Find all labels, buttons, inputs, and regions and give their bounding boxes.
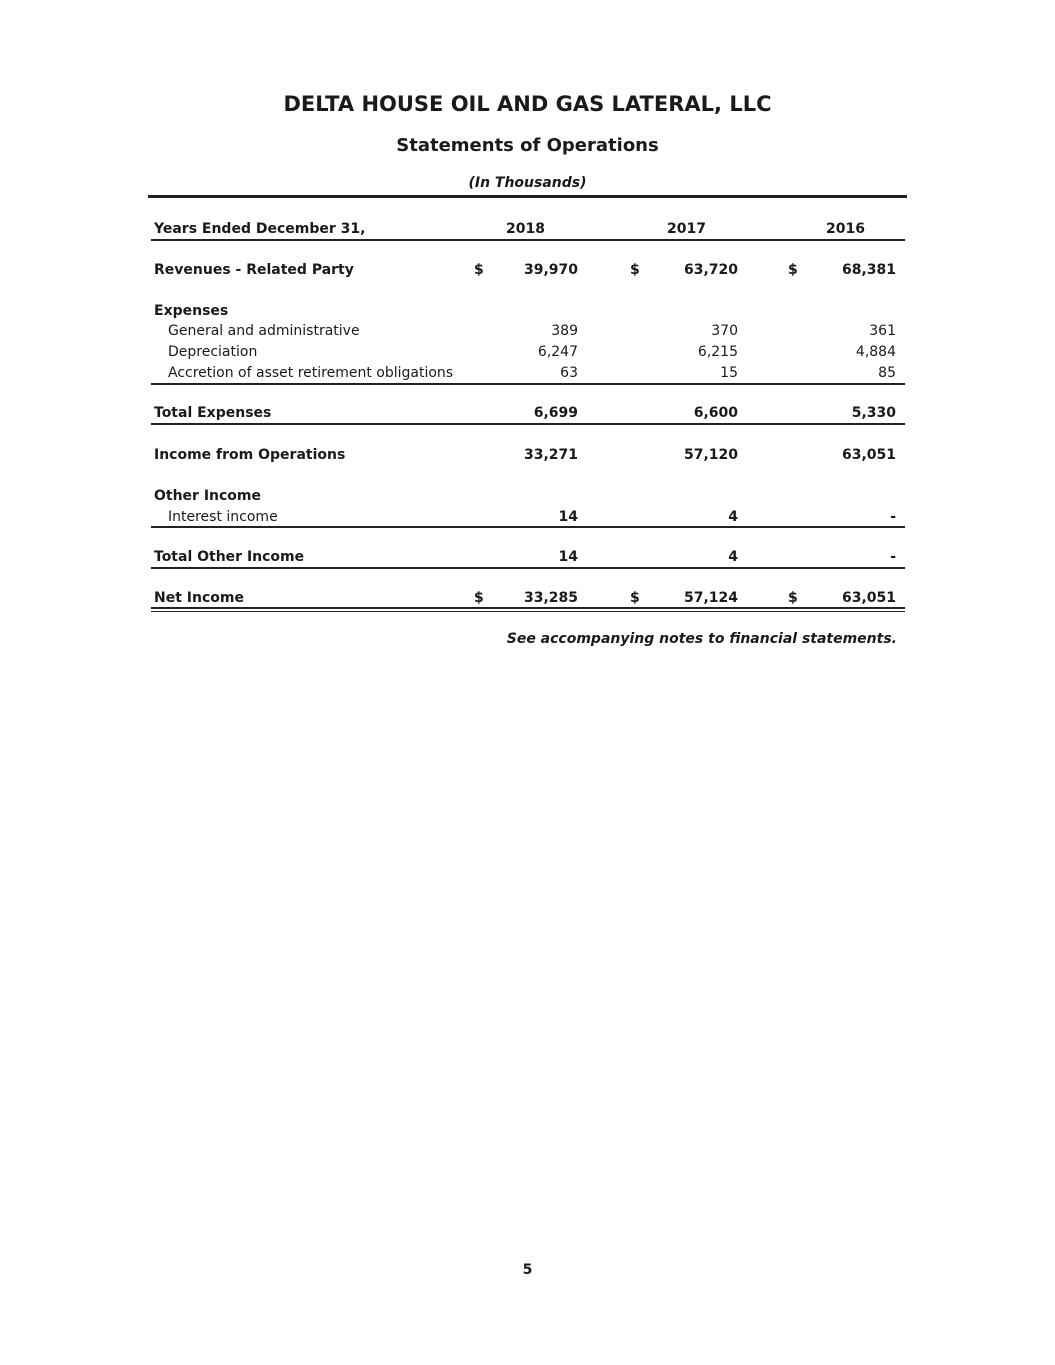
revenues-2018: 39,970 xyxy=(523,262,578,278)
total-other-income-2017: 4 xyxy=(728,549,738,565)
expenses-subtotal-rule xyxy=(151,383,905,385)
year-2018-header: 2018 xyxy=(506,221,545,237)
total-other-income-2016: - xyxy=(890,549,896,565)
income-operations-2018: 33,271 xyxy=(523,447,578,463)
accretion-label: Accretion of asset retirement obligations xyxy=(168,365,454,381)
depreciation-2017: 6,215 xyxy=(697,344,738,360)
currency-symbol: $ xyxy=(788,590,798,606)
depreciation-2016: 4,884 xyxy=(855,344,896,360)
revenues-2016: 68,381 xyxy=(841,262,896,278)
total-expenses-2016: 5,330 xyxy=(851,405,896,421)
top-rule xyxy=(148,195,907,198)
depreciation-2018: 6,247 xyxy=(537,344,578,360)
general-admin-2017: 370 xyxy=(711,323,738,339)
depreciation-label: Depreciation xyxy=(168,344,258,360)
total-other-income-label: Total Other Income xyxy=(154,549,305,565)
other-income-label: Other Income xyxy=(154,488,262,504)
income-operations-2017: 57,120 xyxy=(683,447,738,463)
accretion-2018: 63 xyxy=(560,365,578,381)
interest-income-2017: 4 xyxy=(728,509,738,525)
net-income-2018: 33,285 xyxy=(523,590,578,606)
total-expenses-2018: 6,699 xyxy=(533,405,578,421)
interest-income-2016: - xyxy=(890,509,896,525)
period-label: Years Ended December 31, xyxy=(154,221,366,237)
statement-title: Statements of Operations xyxy=(396,135,659,156)
general-admin-2016: 361 xyxy=(869,323,896,339)
total-other-income-2018: 14 xyxy=(558,549,578,565)
total-expenses-label: Total Expenses xyxy=(154,405,272,421)
total-expenses-2017: 6,600 xyxy=(693,405,738,421)
accretion-2017: 15 xyxy=(720,365,738,381)
page-number: 5 xyxy=(522,1262,533,1278)
income-operations-2016: 63,051 xyxy=(841,447,896,463)
net-income-2016: 63,051 xyxy=(841,590,896,606)
interest-income-label: Interest income xyxy=(168,509,278,525)
general-admin-2018: 389 xyxy=(551,323,578,339)
net-income-double-rule xyxy=(151,611,905,612)
currency-symbol: $ xyxy=(630,262,640,278)
total-expenses-rule xyxy=(151,423,905,425)
total-other-income-rule xyxy=(151,567,905,569)
interest-income-2018: 14 xyxy=(558,509,578,525)
net-income-2017: 57,124 xyxy=(683,590,738,606)
year-2017-header: 2017 xyxy=(667,221,706,237)
footnote: See accompanying notes to financial statements. xyxy=(506,631,897,647)
currency-symbol: $ xyxy=(630,590,640,606)
expenses-label: Expenses xyxy=(154,303,229,319)
revenues-label: Revenues - Related Party xyxy=(154,262,354,278)
revenues-2017: 63,720 xyxy=(683,262,738,278)
accretion-2016: 85 xyxy=(878,365,896,381)
currency-symbol: $ xyxy=(788,262,798,278)
header-rule xyxy=(151,239,905,241)
units-label: (In Thousands) xyxy=(468,175,587,191)
net-income-label: Net Income xyxy=(154,590,244,606)
currency-symbol: $ xyxy=(474,262,484,278)
company-title: DELTA HOUSE OIL AND GAS LATERAL, LLC xyxy=(283,92,772,116)
net-income-double-rule xyxy=(151,607,905,609)
year-2016-header: 2016 xyxy=(826,221,865,237)
income-operations-label: Income from Operations xyxy=(154,447,346,463)
currency-symbol: $ xyxy=(474,590,484,606)
other-income-rule xyxy=(151,526,905,528)
general-admin-label: General and administrative xyxy=(168,323,360,339)
